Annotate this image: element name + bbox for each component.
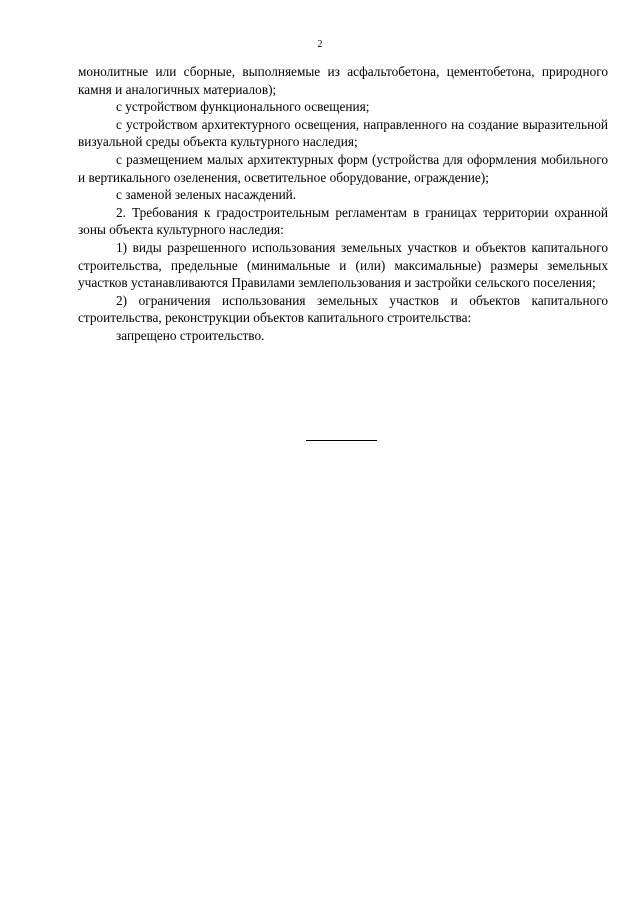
paragraph-item-2: 2) ограничения использования земельных участков и объектов капитального строительства, реконструкции объектов капитального строительства: [78, 292, 608, 326]
paragraph-architectural-lighting: с устройством архитектурного освещения, направленного на создание выразительной визуальной среды объекта культурного наследия; [78, 116, 608, 150]
paragraph-green-replacement: с заменой зеленых насаждений. [116, 187, 297, 203]
paragraph-item-1: 1) виды разрешенного использования земельных участков и объектов капитального строительства, предельные (минимальные и (или) максимальные) размеры земельных участков устанавливаются Правилами землепользования и застройки сельского поселения; [78, 239, 608, 291]
page-number: 2 [317, 39, 323, 50]
document-body [78, 63, 608, 345]
paragraph-continuation: монолитные или сборные, выполняемые из асфальтобетона, цементобетона, природного камня и аналогичных материалов); [78, 64, 608, 97]
paragraph-functional-lighting: с устройством функционального освещения; [116, 99, 370, 115]
paragraph-prohibition: запрещено строительство. [116, 327, 265, 343]
paragraph-small-architectural-forms: с размещением малых архитектурных форм (устройства для оформления мобильного и вертикального озеленения, осветительное оборудование, ограждение); [78, 151, 608, 185]
end-of-document-rule [306, 440, 377, 441]
paragraph-section-2: 2. Требования к градостроительным регламентам в границах территории охранной зоны объекта культурного наследия: [78, 204, 608, 238]
